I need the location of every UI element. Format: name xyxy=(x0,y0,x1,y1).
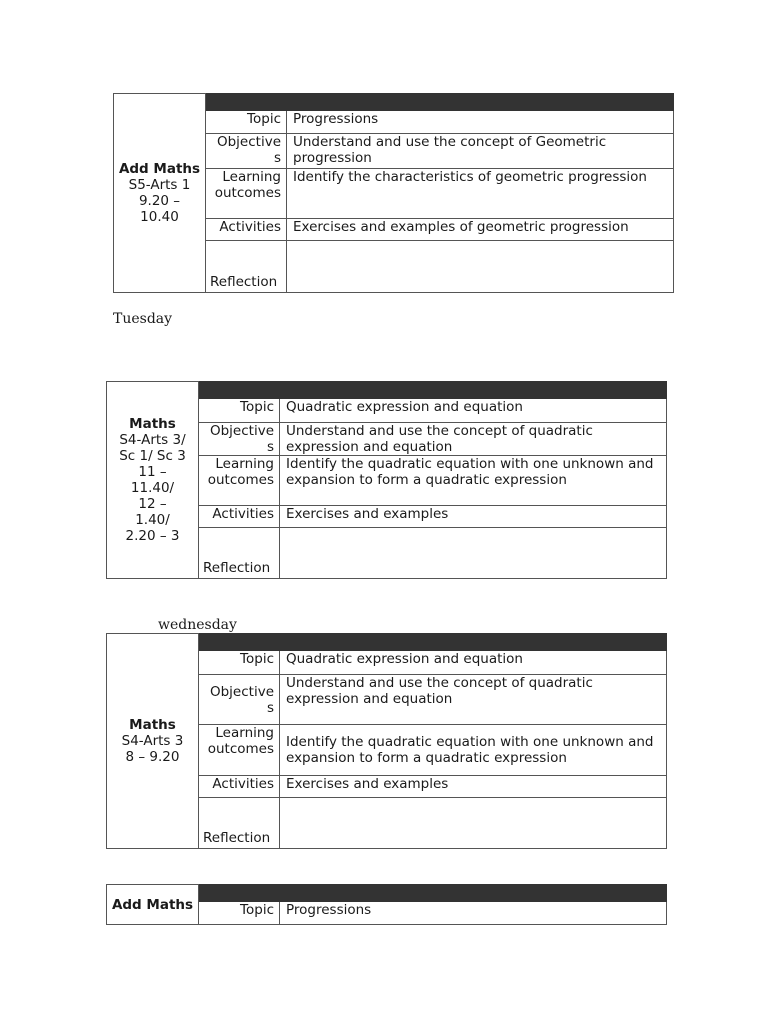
topic-label: Topic xyxy=(199,902,280,925)
lesson-table-add-maths-1 xyxy=(113,93,674,293)
subject-name: Add Maths xyxy=(118,161,201,177)
header-bar xyxy=(199,634,667,651)
outcome-value: Identify the quadratic equation with one unknown and expansion to form a quadratic expression xyxy=(280,456,667,506)
subject-cell xyxy=(114,94,206,293)
objective-label: Objectives xyxy=(199,675,280,725)
day-label-tuesday: Tuesday xyxy=(113,311,173,327)
header-bar xyxy=(199,885,667,902)
activities-value: Exercises and examples xyxy=(280,776,667,798)
header-bar xyxy=(206,94,674,111)
activities-value: Exercises and examples xyxy=(280,506,667,528)
outcome-label: Learning outcomes xyxy=(199,456,280,506)
objective-value: Understand and use the concept of Geometric progression xyxy=(287,134,674,169)
activities-label: Activities xyxy=(199,776,280,798)
objective-label: Objectives xyxy=(206,134,287,169)
lesson-table-maths-2 xyxy=(106,381,667,579)
objective-value: Understand and use the concept of quadratic expression and equation xyxy=(280,675,667,725)
day-label-wednesday: wednesday xyxy=(158,617,237,633)
outcome-label: Learning outcomes xyxy=(199,725,280,776)
lesson-table-maths-3 xyxy=(106,633,667,849)
activities-label: Activities xyxy=(206,219,287,241)
objective-label: Objectives xyxy=(199,423,280,456)
reflection-value xyxy=(280,798,667,849)
topic-label: Topic xyxy=(206,111,287,134)
lesson-table-add-maths-4 xyxy=(106,884,667,925)
outcome-value: Identify the characteristics of geometric progression xyxy=(287,169,674,219)
activities-value: Exercises and examples of geometric progression xyxy=(287,219,674,241)
subject-cell xyxy=(107,382,199,579)
topic-label: Topic xyxy=(199,651,280,675)
topic-value: Progressions xyxy=(280,902,667,925)
header-bar xyxy=(199,382,667,399)
objective-value: Understand and use the concept of quadratic expression and equation xyxy=(280,423,667,456)
class-info: S5-Arts 1 9.20 – 10.40 xyxy=(128,177,191,225)
topic-value: Progressions xyxy=(287,111,674,134)
subject-cell xyxy=(107,634,199,849)
reflection-value xyxy=(280,528,667,579)
subject-name: Maths xyxy=(129,416,176,432)
subject-cell xyxy=(107,885,199,925)
class-info: S4-Arts 3/ Sc 1/ Sc 3 11 – 11.40/ 12 – 1.40/ 2.20 – 3 xyxy=(119,432,186,544)
topic-value: Quadratic expression and equation xyxy=(280,651,667,675)
reflection-label: Reflection xyxy=(199,528,280,579)
activities-label: Activities xyxy=(199,506,280,528)
topic-value: Quadratic expression and equation xyxy=(280,399,667,423)
reflection-value xyxy=(287,241,674,293)
outcome-label: Learning outcomes xyxy=(206,169,287,219)
topic-label: Topic xyxy=(199,399,280,423)
outcome-value: Identify the quadratic equation with one unknown and expansion to form a quadratic expression xyxy=(280,725,667,776)
subject-name: Add Maths xyxy=(111,896,194,913)
reflection-label: Reflection xyxy=(206,241,287,293)
class-info: S4-Arts 3 8 – 9.20 xyxy=(121,733,184,765)
reflection-label: Reflection xyxy=(199,798,280,849)
subject-name: Maths xyxy=(129,717,176,733)
